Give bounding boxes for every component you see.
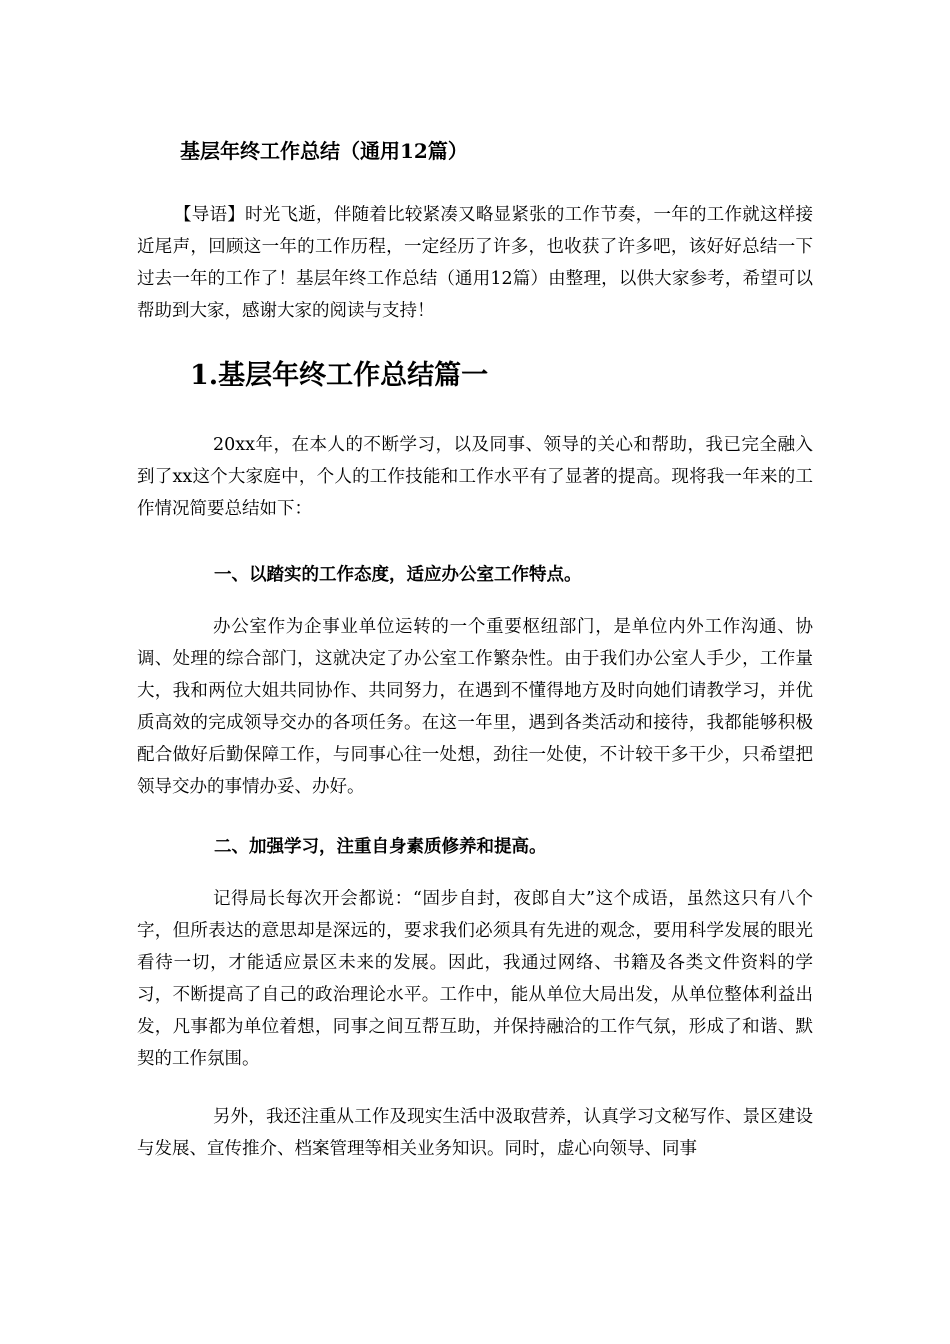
body-paragraph-2: 办公室作为企事业单位运转的一个重要枢纽部门，是单位内外工作沟通、协调、处理的综合部门，这就决定了办公室工作繁杂性。由于我们办公室人手少，工作量大，我和两位大姐共同协作、共同努力，在遇到不懂得地方及时向她们请教学习，并优质高效的完成领导交办的各项任务。在这一年里，遇到各类活动和接待，我都能够积极配合做好后勤保障工作，与同事心往一处想，劲往一处使，不计较干多干少，只希望把领导交办的事情办妥、办好。	[137, 617, 813, 797]
subheading-2: 二、加强学习，注重自身素质修养和提高。	[214, 837, 547, 857]
section-heading: 1.基层年终工作总结篇一	[190, 360, 489, 391]
intro-paragraph: 【导语】时光飞逝，伴随着比较紧凑又略显紧张的工作节奏，一年的工作就这样接近尾声，回顾这一年的工作历程，一定经历了许多，也收获了许多吧，该好好总结一下过去一年的工作了！基层年终工作总结（通用12篇）由整理，以供大家参考，希望可以帮助到大家，感谢大家的阅读与支持！	[137, 205, 813, 321]
document-title: 基层年终工作总结（通用12篇）	[180, 139, 468, 163]
body-paragraph-3: 记得局长每次开会都说：“固步自封，夜郎自大”这个成语，虽然这只有八个字，但所表达的意思却是深远的，要求我们必须具有先进的观念，要用科学发展的眼光看待一切，才能适应景区未来的发展。因此，我通过网络、书籍及各类文件资料的学习，不断提高了自己的政治理论水平。工作中，能从单位大局出发，从单位整体利益出发，凡事都为单位着想，同事之间互帮互助，并保持融洽的工作气氛，形成了和谐、默契的工作氛围。	[137, 889, 813, 1069]
body-paragraph-1: 20xx年，在本人的不断学习，以及同事、领导的关心和帮助，我已完全融入到了xx这个大家庭中，个人的工作技能和工作水平有了显著的提高。现将我一年来的工作情况简要总结如下：	[137, 435, 813, 519]
subheading-1: 一、以踏实的工作态度，适应办公室工作特点。	[214, 565, 582, 585]
body-paragraph-4: 另外，我还注重从工作及现实生活中汲取营养，认真学习文秘写作、景区建设与发展、宣传推介、档案管理等相关业务知识。同时，虚心向领导、同事	[137, 1107, 813, 1159]
